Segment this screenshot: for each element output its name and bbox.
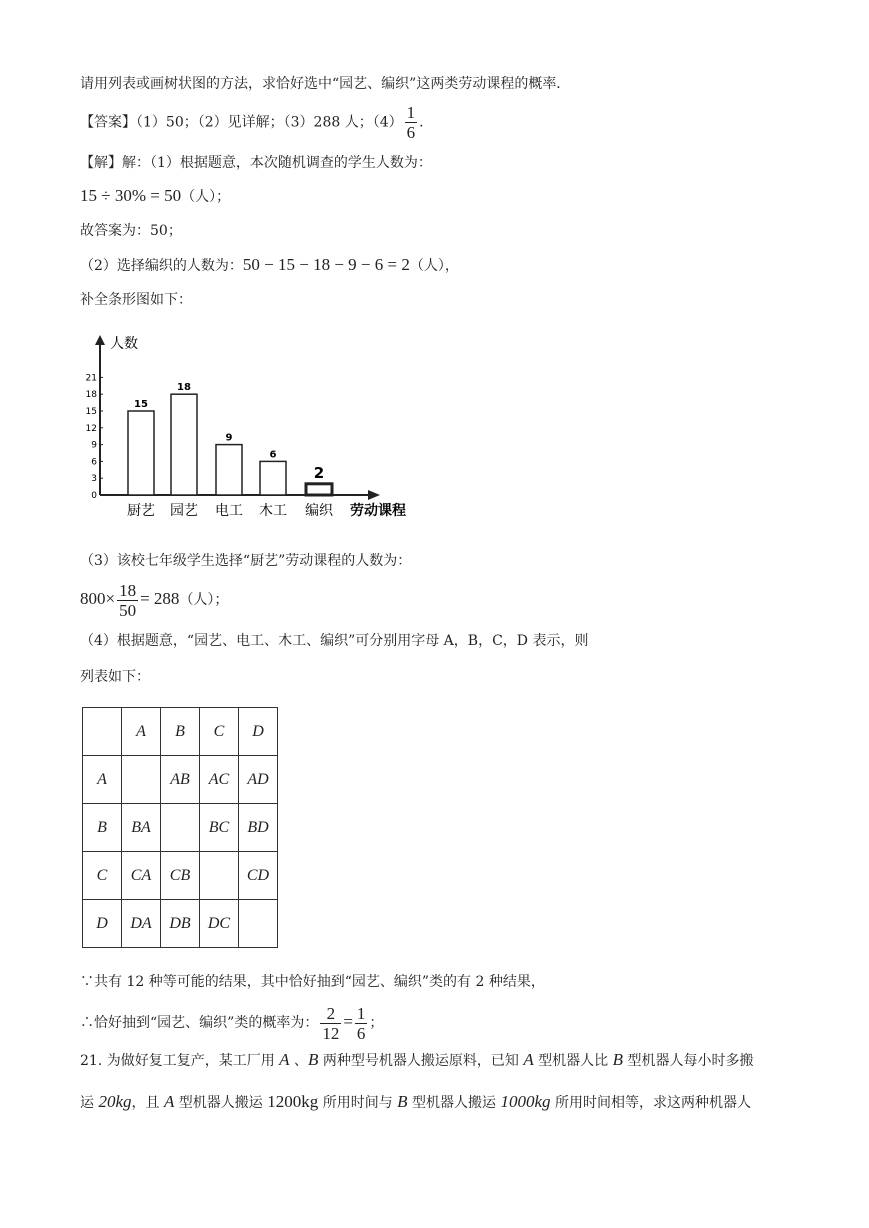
p21-text: 型机器人每小时多搬 [623,1053,754,1069]
part-2 [80,255,459,276]
p21-var: B [308,1050,319,1069]
table-cell [122,756,161,804]
table-cell: AC [200,756,239,804]
part-4: （4）根据题意，“园艺、电工、木工、编织”可分别用字母 A，B，C，D 表示，则 [80,633,589,649]
answer-line [80,103,424,142]
p21-text: 型机器人搬运 [174,1095,268,1111]
table-cell: A [83,756,122,804]
p21-var: B [612,1050,623,1069]
p21-text: 运 [80,1095,99,1111]
part-3-fraction [117,581,138,620]
p21-text: 两种型号机器人搬运原料，已知 [318,1053,524,1069]
table-cell: BC [200,804,239,852]
table-cell [83,708,122,756]
p21-text: 21. 为做好复工复产，某工厂用 [80,1053,280,1069]
fraction-numerator: 1 [406,103,416,122]
probability-fraction-2 [355,1004,368,1043]
bar-2 [171,394,197,495]
answer-fraction [405,103,418,142]
p21-text: 、 [289,1053,309,1069]
part-2-unit: （人）， [409,258,459,274]
y-tick-label: 15 [85,407,97,417]
table-row [83,708,278,756]
table-cell: AB [161,756,200,804]
part-2-equation: 50 − 15 − 18 − 9 − 6 = 2 [242,255,410,274]
problem-21-line-2 [80,1092,751,1113]
table-cell [239,900,278,948]
equation-1-unit: （人）； [181,189,231,205]
data-label: 2 [313,463,325,482]
p21-text: 所用时间与 [318,1095,398,1111]
table-cell: B [161,708,200,756]
fraction-denominator: 6 [356,1023,366,1043]
table-cell: A [122,708,161,756]
table-cell: B [83,804,122,852]
x-axis-label: 劳动课程 [350,503,406,519]
solution-intro: 【解】解：（1）根据题意，本次随机调查的学生人数为： [80,155,432,171]
table-cell: BD [239,804,278,852]
therefore-end: ； [369,1015,384,1031]
problem-21-line-1 [80,1050,753,1071]
fraction-denominator: 12 [322,1023,340,1043]
p21-var: A [279,1050,290,1069]
since-line: ∵共有 12 种等可能的结果，其中恰好抽到“园艺、编织”类的有 2 种结果， [80,974,545,990]
data-label: 9 [225,432,233,444]
equation-1-expr: 15 ÷ 30% = 50 [80,186,182,205]
bar-chart [80,323,420,523]
therefore-text: ∴恰好抽到“园艺、编织”类的概率为： [80,1015,319,1031]
p21-var: A [523,1050,534,1069]
chart-caption: 补全条形图如下： [80,292,192,308]
category-label: 园艺 [170,503,198,519]
part-3-pre: 800× [80,589,116,608]
table-cell: D [83,900,122,948]
part-4-table-caption: 列表如下： [80,669,150,685]
data-label: 18 [177,382,191,394]
table-cell: CD [239,852,278,900]
table-row [83,900,278,948]
data-label: 15 [134,399,148,410]
fraction-numerator: 18 [119,580,137,600]
table-row [83,756,278,804]
table-cell: DB [161,900,200,948]
part-3: （3）该校七年级学生选择“厨艺”劳动课程的人数为： [80,553,412,569]
table-cell: CB [161,852,200,900]
table-cell: BA [122,804,161,852]
y-tick-label: 6 [91,457,97,468]
p21-var: A [163,1092,175,1111]
part-3-unit: （人）； [179,592,229,608]
fraction-denominator: 6 [406,123,416,142]
p21-var: B [397,1092,408,1111]
therefore-line [80,1003,383,1043]
table-cell: AD [239,756,278,804]
table-row [83,804,278,852]
y-axis-arrow [95,335,105,345]
probability-fraction-1 [320,1004,341,1043]
answer-suffix: . [419,114,424,131]
part-2-text: （2）选择编织的人数为： [80,258,243,274]
category-label: 编织 [305,503,333,519]
p21-text: 型机器人搬运 [407,1095,501,1111]
fraction-numerator: 2 [320,1004,341,1024]
p21-quantity: 1200kg [267,1092,319,1111]
p21-quantity: 20kg [98,1092,132,1111]
bar-5 [306,484,332,495]
table-cell: CA [122,852,161,900]
table-cell [161,804,200,852]
p21-quantity: 1000kg [500,1092,551,1111]
y-tick-label: 3 [91,474,97,485]
category-label: 电工 [215,503,243,519]
answer-1: 故答案为：50； [80,223,182,239]
y-tick-label: 18 [85,390,97,401]
question-text: 请用列表或画树状图的方法，求恰好选中“园艺、编织”这两类劳动课程的概率． [80,76,571,92]
category-label: 厨艺 [127,503,155,519]
equals-sign: = [343,1012,353,1031]
p21-text: ，且 [131,1095,164,1111]
y-tick-label: 21 [85,373,97,384]
table-cell: D [239,708,278,756]
part-3-equation [80,580,228,620]
table-cell: C [200,708,239,756]
table-cell: DA [122,900,161,948]
x-axis-arrow [368,490,380,500]
table-cell: C [83,852,122,900]
bar-3 [216,445,242,495]
table-cell [200,852,239,900]
y-tick-label: 9 [91,440,97,451]
data-label: 6 [269,449,277,461]
outcome-table [82,707,278,948]
fraction-numerator: 1 [356,1003,366,1023]
y-tick-label: 0 [91,491,97,501]
bar-4 [260,461,286,495]
table-row [83,852,278,900]
p21-text: 型机器人比 [533,1053,613,1069]
bar-1 [128,411,154,495]
fraction-denominator: 50 [119,600,137,620]
equation-1 [80,186,230,207]
answer-text: 【答案】（1）50；（2）见详解；（3）288 人；（4） [80,114,403,131]
part-3-result: = 288 [140,589,180,608]
y-axis-label: 人数 [110,336,138,352]
table-cell: DC [200,900,239,948]
category-label: 木工 [259,503,287,519]
p21-text: 所用时间相等，求这两种机器人 [550,1095,751,1111]
y-tick-label: 12 [85,423,97,434]
